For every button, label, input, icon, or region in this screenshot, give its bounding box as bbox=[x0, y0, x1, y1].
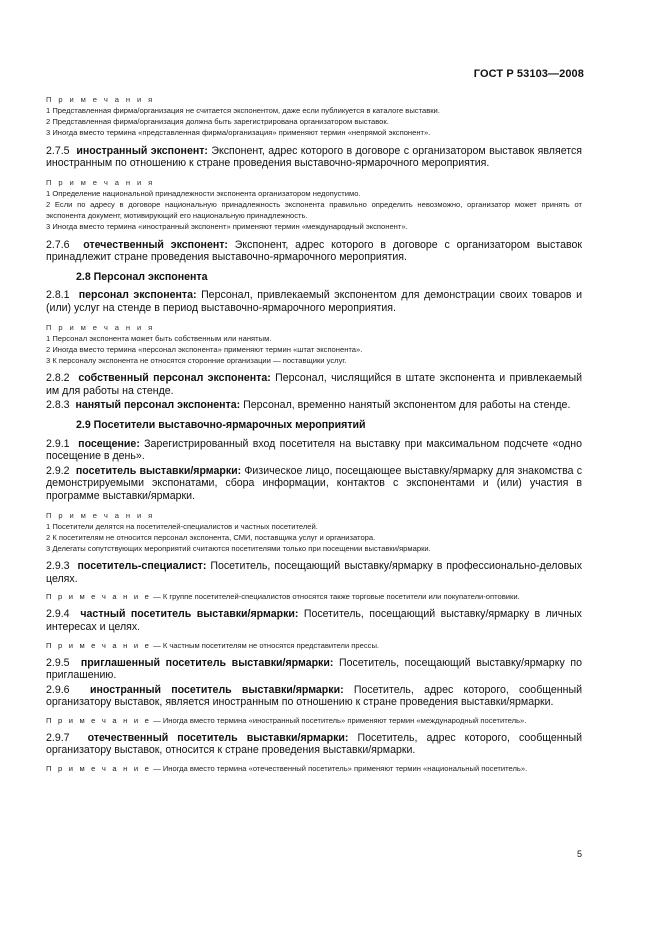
term-name: приглашенный посетитель выставки/ярмарки: bbox=[80, 656, 334, 669]
section-heading-2-9: 2.9 Посетители выставочно-ярмарочных мероприятий bbox=[76, 418, 366, 431]
term-number: 2.9.2 bbox=[46, 464, 70, 477]
term-name: посещение: bbox=[78, 437, 140, 450]
term-definition: Персонал, привлекаемый экспонентом для демонстрации своих товаров и (или) услуг на стенде в период выставочно-ярмарочного мероприятия. bbox=[46, 289, 582, 314]
note-text: — К группе посетителей-специалистов относятся также торговые посетители или покупатели-оптовики. bbox=[151, 592, 520, 602]
note-label: П р и м е ч а н и е bbox=[46, 764, 151, 774]
note-label: П р и м е ч а н и е bbox=[46, 592, 151, 602]
term-number: 2.9.5 bbox=[46, 656, 70, 669]
term-definition: Экспонент, адрес которого в договоре с организатором выставок принадлежит стране проведения выставочно-ярмарочного мероприятия. bbox=[46, 238, 582, 264]
term-2-9-2 bbox=[46, 465, 582, 503]
term-2-9-1 bbox=[46, 438, 582, 463]
term-name: посетитель-специалист: bbox=[77, 560, 207, 573]
single-note bbox=[46, 763, 582, 774]
note-item: 1 Представленная фирма/организация не считается экспонентом, даже если публикуется в каталоге выставки. bbox=[46, 106, 440, 115]
term-2-8-2 bbox=[46, 372, 582, 397]
term-number: 2.7.5 bbox=[46, 144, 70, 157]
term-number: 2.9.6 bbox=[46, 683, 70, 696]
term-definition: Персонал, числящийся в штате экспонента и привлекаемый им для работы на стенде. bbox=[46, 372, 582, 397]
note-item: 3 К персоналу экспонента не относятся сторонние организации — поставщики услуг. bbox=[46, 355, 347, 365]
term-definition: Посетитель, посещающий выставку/ярмарку в личных интересах и целях. bbox=[46, 608, 582, 633]
term-number: 2.9.7 bbox=[46, 731, 70, 744]
term-2-8-1 bbox=[46, 289, 582, 314]
term-name: частный посетитель выставки/ярмарки: bbox=[80, 608, 299, 621]
term-number: 2.9.3 bbox=[46, 560, 70, 573]
notes-label: П р и м е ч а н и я bbox=[46, 510, 155, 520]
term-definition: Экспонент, адрес которого в договоре с организатором выставок является иностранным по отношению к стране проведения выставочно-ярмарочного мероприятия. bbox=[46, 144, 583, 170]
term-number: 2.9.1 bbox=[46, 437, 70, 450]
term-2-9-3 bbox=[46, 560, 582, 585]
term-name: собственный персонал экспонента: bbox=[78, 372, 271, 385]
note-item: 2 Иногда вместо термина «персонал экспонента» применяют термин «штат экспонента». bbox=[46, 344, 363, 354]
notes-label: П р и м е ч а н и я bbox=[46, 322, 155, 332]
term-number: 2.8.1 bbox=[46, 289, 70, 302]
term-number: 2.8.3 bbox=[46, 399, 70, 412]
document-body bbox=[46, 94, 582, 774]
note-item: 3 Делегаты сопутствующих мероприятий считаются посетителями только при посещении выставки/ярмарки. bbox=[46, 543, 431, 553]
note-item: 1 Персонал экспонента может быть собственным или нанятым. bbox=[46, 333, 272, 343]
term-definition: Посетитель, адрес которого, сообщенный организатору выставок, является иностранным по отношению к стране проведения выставки/ярмарки. bbox=[46, 683, 582, 709]
term-number: 2.7.6 bbox=[46, 238, 70, 251]
term-definition: Посетитель, адрес которого, сообщенный организатору выставок, относится к стране проведения выставки/ярмарки. bbox=[46, 731, 582, 757]
note-item: 3 Иногда вместо термина «представленная фирма/организация» применяют термин «непрямой экспонент». bbox=[46, 128, 431, 138]
term-name: нанятый персонал экспонента: bbox=[75, 399, 241, 412]
term-2-8-3 bbox=[46, 399, 582, 412]
single-note bbox=[46, 591, 582, 602]
term-name: иностранный экспонент: bbox=[76, 144, 208, 157]
note-text: — Иногда вместо термина «отечественный посетитель» применяют термин «национальный посетитель». bbox=[151, 764, 528, 774]
term-name: отечественный посетитель выставки/ярмарки: bbox=[87, 731, 349, 744]
note-item: 2 Представленная фирма/организация должна быть зарегистрирована организатором выставок. bbox=[46, 117, 389, 127]
term-definition: Зарегистрированный вход посетителя на выставку при максимальном подсчете «одно посещение в день». bbox=[46, 437, 582, 463]
note-item: 3 Иногда вместо термина «иностранный экспонент» применяют термин «международный экспонент». bbox=[46, 222, 408, 232]
note-item: 1 Посетители делятся на посетителей-специалистов и частных посетителей. bbox=[46, 521, 318, 531]
document-header: ГОСТ Р 53103—2008 bbox=[473, 68, 584, 80]
note-label: П р и м е ч а н и е bbox=[46, 715, 151, 725]
term-definition: Физическое лицо, посещающее выставку/ярмарку для знакомства с демонстрируемыми экспонатами, сбора информации, контактов с экспонентами и (или) участия в программе выставки/ярмарки. bbox=[46, 464, 583, 502]
single-note bbox=[46, 715, 582, 726]
note-item: 1 Определение национальной принадлежности экспонента организатором недопустимо. bbox=[46, 188, 361, 198]
page-number: 5 bbox=[576, 849, 582, 859]
term-definition: Персонал, временно нанятый экспонентом для работы на стенде. bbox=[240, 399, 571, 412]
term-definition: Посетитель, посещающий выставку/ярмарку по приглашению. bbox=[46, 656, 583, 682]
notes-label: П р и м е ч а н и я bbox=[46, 177, 155, 187]
term-2-9-6 bbox=[46, 684, 582, 709]
note-text: — Иногда вместо термина «иностранный посетитель» применяют термин «международный посетитель». bbox=[151, 715, 527, 725]
term-2-7-6 bbox=[46, 239, 582, 264]
term-2-9-7 bbox=[46, 732, 582, 757]
term-number: 2.9.4 bbox=[46, 608, 70, 621]
note-item: 2 Если по адресу в договоре национальную принадлежность экспонента правильно определить невозможно, организатор может принять от экспонента документ, мотивирующий его национальную принадлежность. bbox=[46, 200, 582, 221]
term-2-9-5 bbox=[46, 657, 582, 682]
note-text: — К частным посетителям не относятся представители прессы. bbox=[151, 640, 380, 650]
term-2-7-5 bbox=[46, 145, 582, 170]
notes-label: П р и м е ч а н и я bbox=[46, 95, 155, 104]
term-name: отечественный экспонент: bbox=[83, 238, 228, 251]
note-item: 2 К посетителям не относится персонал экспонента, СМИ, поставщика услуг и организатора. bbox=[46, 532, 376, 542]
section-heading-2-8: 2.8 Персонал экспонента bbox=[76, 270, 208, 283]
term-name: посетитель выставки/ярмарки: bbox=[75, 464, 242, 477]
term-name: персонал экспонента: bbox=[78, 289, 197, 302]
term-definition: Посетитель, посещающий выставку/ярмарку в профессионально-деловых целях. bbox=[46, 560, 582, 585]
single-note bbox=[46, 640, 582, 651]
term-2-9-4 bbox=[46, 608, 582, 633]
note-label: П р и м е ч а н и е bbox=[46, 640, 151, 650]
term-number: 2.8.2 bbox=[46, 372, 70, 385]
term-name: иностранный посетитель выставки/ярмарки: bbox=[90, 683, 344, 696]
